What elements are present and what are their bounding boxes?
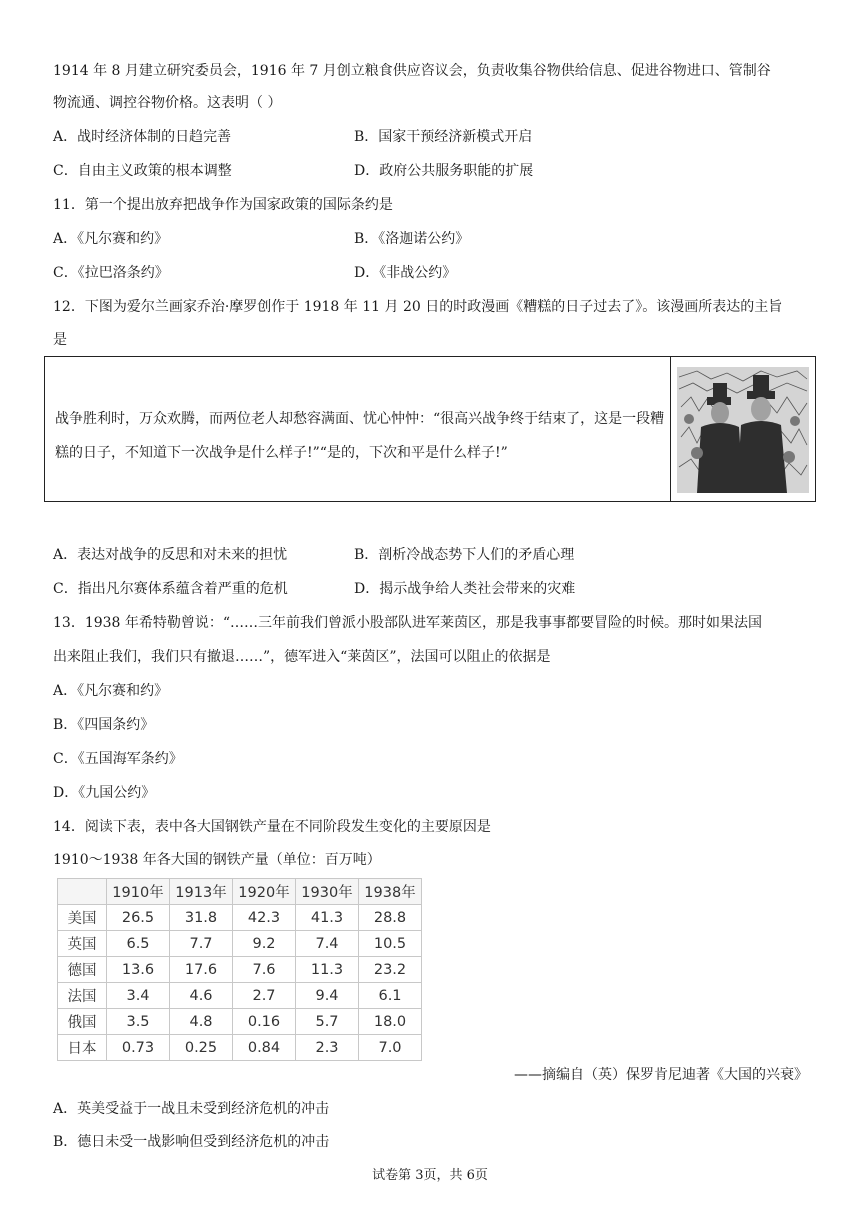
row-label: 美国	[58, 905, 107, 931]
q14-option-a[interactable]: A．英美受益于一战且未受到经济危机的冲击	[53, 1101, 330, 1117]
q12-material-box	[44, 356, 816, 502]
q13-option-a[interactable]: A．《凡尔赛和约》	[53, 683, 169, 699]
table-cell: 2.7	[233, 983, 296, 1009]
q14-option-b[interactable]: B．德日未受一战影响但受到经济危机的冲击	[53, 1134, 330, 1150]
table-cell: 42.3	[233, 905, 296, 931]
steel-production-table	[57, 878, 422, 1061]
table-cell: 0.73	[107, 1035, 170, 1061]
table-cell: 26.5	[107, 905, 170, 931]
q12-caption: 战争胜利时，万众欢腾，而两位老人却愁容满面、忧心忡忡：“很高兴战争终于结束了，这是一段糟糕的日子，不知道下一次战争是什么样子!”“是的，下次和平是什么样子!”	[55, 411, 665, 461]
q14-table-title: 1910～1938 年各大国的钢铁产量（单位：百万吨）	[53, 852, 381, 868]
row-label: 英国	[58, 931, 107, 957]
table-header-cell	[58, 879, 107, 905]
page-footer: 试卷第 3页，共 6页	[372, 1168, 488, 1183]
q13-option-c[interactable]: C．《五国海军条约》	[53, 751, 183, 767]
table-cell: 9.2	[233, 931, 296, 957]
q10-option-a[interactable]: A．战时经济体制的日趋完善	[53, 129, 232, 145]
table-header-cell: 1920年	[233, 879, 296, 905]
q14-stem: 14．阅读下表，表中各大国钢铁产量在不同阶段发生变化的主要原因是	[53, 819, 491, 835]
q12-option-a[interactable]: A．表达对战争的反思和对未来的担忧	[53, 547, 288, 563]
q11-option-a[interactable]: A．《凡尔赛和约》	[53, 231, 169, 247]
row-label: 德国	[58, 957, 107, 983]
q12-option-b[interactable]: B．剖析冷战态势下人们的矛盾心理	[354, 547, 575, 563]
table-header-row	[58, 879, 422, 905]
q10-stem-line2: 物流通、调控谷物价格。这表明（ ）	[53, 95, 282, 111]
table-cell: 0.84	[233, 1035, 296, 1061]
table-cell: 10.5	[359, 931, 422, 957]
q13-stem-line1: 13．1938 年希特勒曾说：“……三年前我们曾派小股部队进军莱茵区，那是我事事都要冒险的时候。那时如果法国	[53, 615, 763, 631]
table-cell: 4.8	[170, 1009, 233, 1035]
table-cell: 3.5	[107, 1009, 170, 1035]
table-cell: 5.7	[296, 1009, 359, 1035]
q10-option-d[interactable]: D．政府公共服务职能的扩展	[354, 163, 534, 179]
table-cell: 9.4	[296, 983, 359, 1009]
q12-option-c[interactable]: C．指出凡尔赛体系蕴含着严重的危机	[53, 581, 288, 597]
table-cell: 11.3	[296, 957, 359, 983]
q11-option-c[interactable]: C．《拉巴洛条约》	[53, 265, 169, 281]
table-cell: 7.6	[233, 957, 296, 983]
table-row	[58, 1009, 422, 1035]
table-cell: 7.0	[359, 1035, 422, 1061]
table-cell: 7.7	[170, 931, 233, 957]
q14-source: ——摘编自（英）保罗肯尼迪著《大国的兴衰》	[514, 1067, 808, 1083]
q10-option-c[interactable]: C．自由主义政策的根本调整	[53, 163, 232, 179]
table-header-cell: 1910年	[107, 879, 170, 905]
q10-stem-line1: 1914 年 8 月建立研究委员会，1916 年 7 月创立粮食供应咨议会，负责收集谷物供给信息、促进谷物进口、管制谷	[53, 63, 771, 79]
table-cell: 3.4	[107, 983, 170, 1009]
table-cell: 17.6	[170, 957, 233, 983]
table-cell: 23.2	[359, 957, 422, 983]
table-header-cell: 1913年	[170, 879, 233, 905]
q13-stem-line2: 出来阻止我们，我们只有撤退……”，德军进入“莱茵区”，法国可以阻止的依据是	[53, 649, 551, 665]
table-cell: 4.6	[170, 983, 233, 1009]
cartoon-image	[677, 367, 809, 493]
table-header-cell: 1930年	[296, 879, 359, 905]
table-cell: 7.4	[296, 931, 359, 957]
divider	[670, 357, 671, 501]
q11-option-d[interactable]: D．《非战公约》	[354, 265, 457, 281]
table-cell: 2.3	[296, 1035, 359, 1061]
q13-option-b[interactable]: B．《四国条约》	[53, 717, 155, 733]
table-row	[58, 905, 422, 931]
q11-option-b[interactable]: B．《洛迦诺公约》	[354, 231, 470, 247]
row-label: 俄国	[58, 1009, 107, 1035]
table-cell: 41.3	[296, 905, 359, 931]
table-row	[58, 983, 422, 1009]
row-label: 日本	[58, 1035, 107, 1061]
row-label: 法国	[58, 983, 107, 1009]
table-cell: 0.16	[233, 1009, 296, 1035]
table-row	[58, 931, 422, 957]
q12-option-d[interactable]: D．揭示战争给人类社会带来的灾难	[354, 581, 576, 597]
table-row	[58, 1035, 422, 1061]
q13-option-d[interactable]: D．《九国公约》	[53, 785, 156, 801]
table-header-cell: 1938年	[359, 879, 422, 905]
table-cell: 28.8	[359, 905, 422, 931]
table-cell: 6.1	[359, 983, 422, 1009]
table-cell: 18.0	[359, 1009, 422, 1035]
table-cell: 0.25	[170, 1035, 233, 1061]
table-row	[58, 957, 422, 983]
q12-stem-line2: 是	[53, 332, 67, 348]
q12-stem-line1: 12．下图为爱尔兰画家乔治·摩罗创作于 1918 年 11 月 20 日的时政漫画《糟糕的日子过去了》。该漫画所表达的主旨	[53, 299, 783, 315]
q10-option-b[interactable]: B．国家干预经济新模式开启	[354, 129, 533, 145]
q11-stem: 11．第一个提出放弃把战争作为国家政策的国际条约是	[53, 197, 393, 213]
table-cell: 6.5	[107, 931, 170, 957]
table-cell: 13.6	[107, 957, 170, 983]
table-cell: 31.8	[170, 905, 233, 931]
